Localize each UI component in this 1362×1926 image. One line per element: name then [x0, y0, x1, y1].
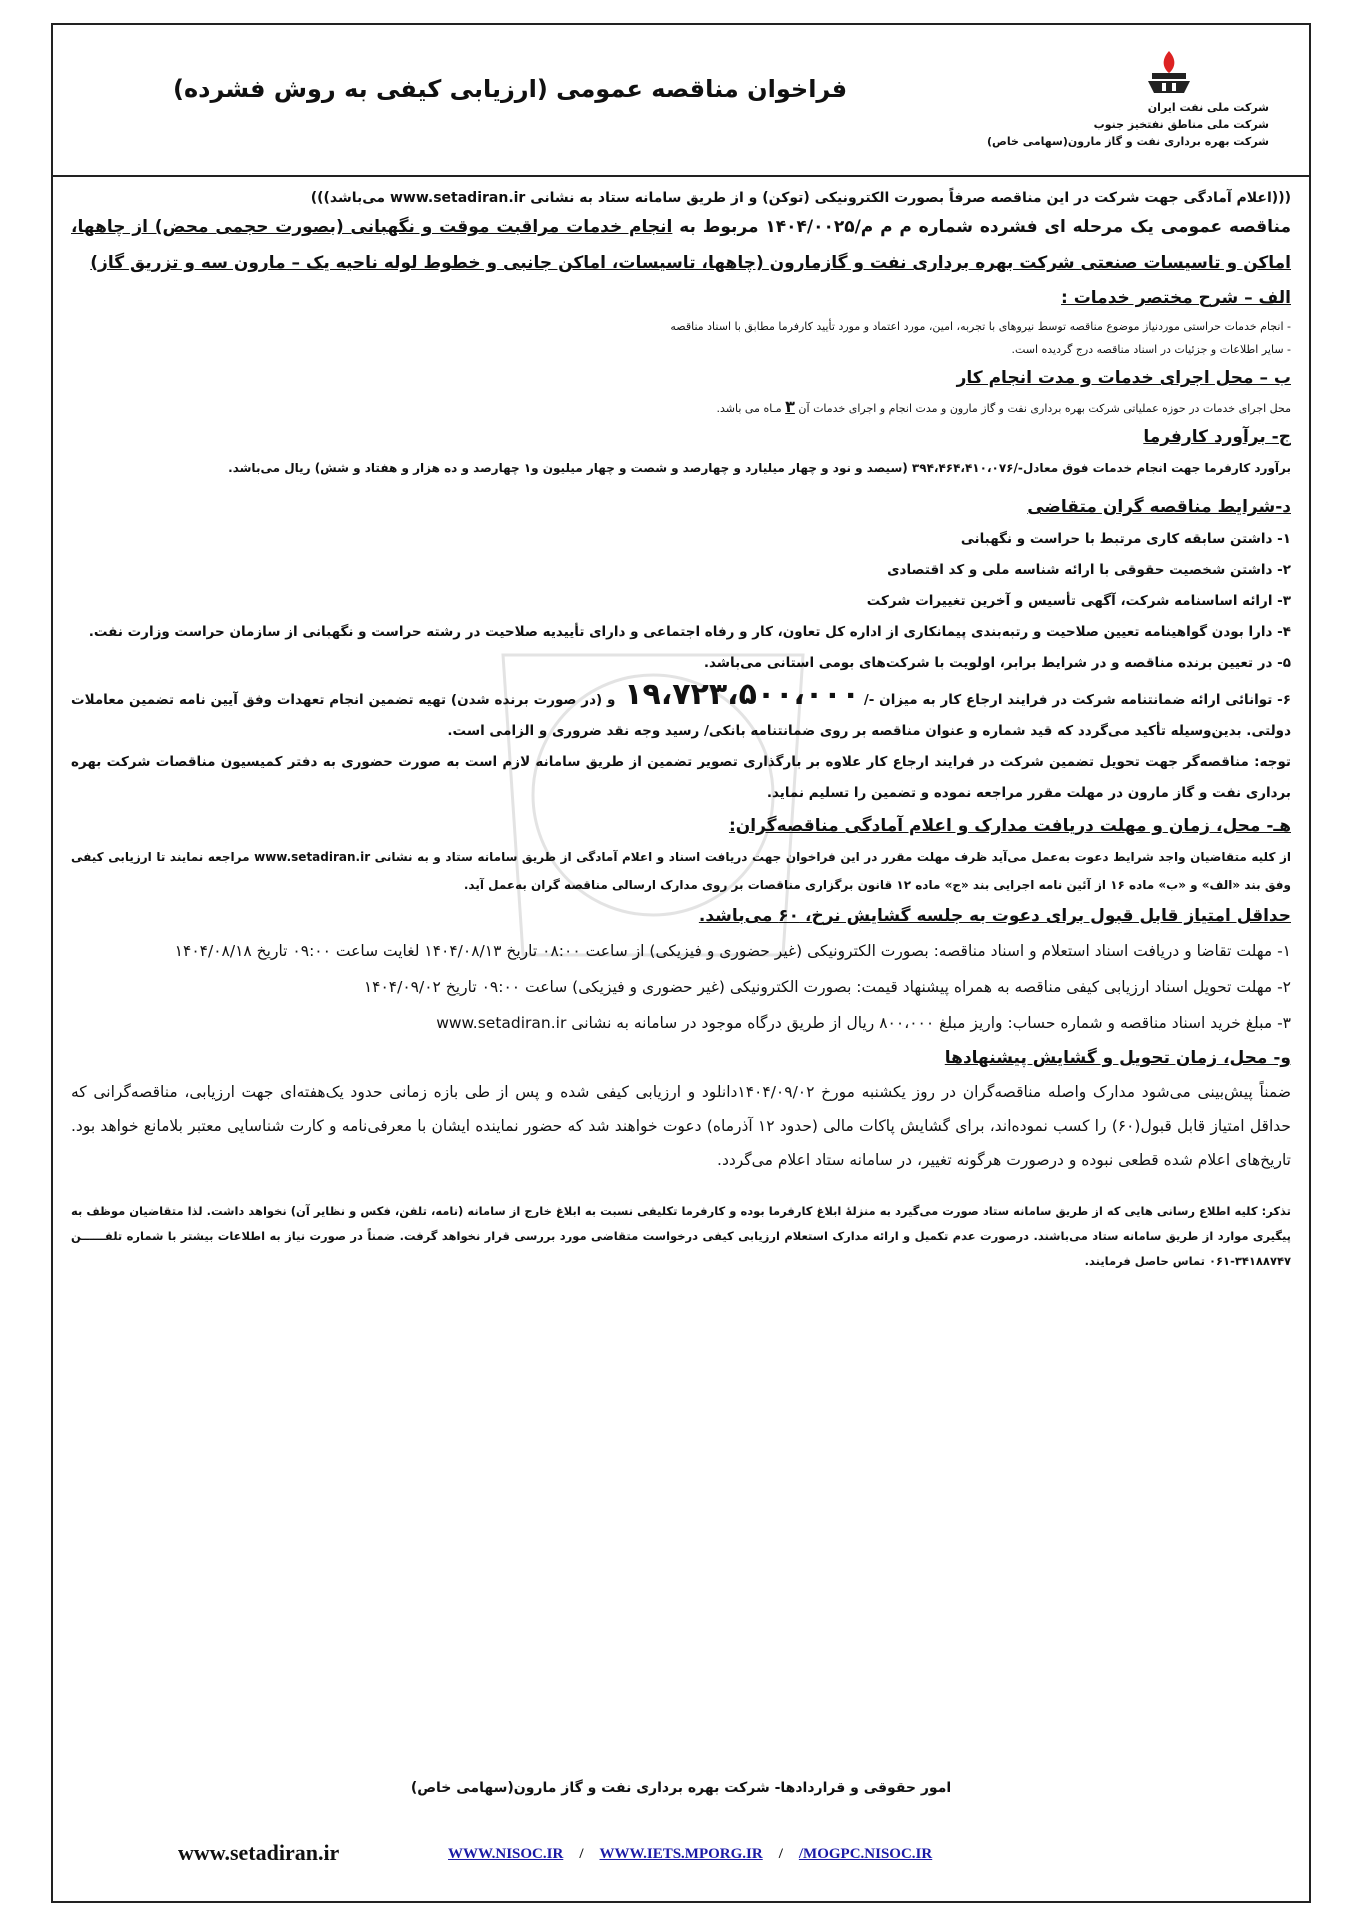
condition-2: ۲- داشتن شخصیت حقوقی با ارائه شناسه ملی و کد اقتصادی — [887, 562, 1291, 578]
tender-number-text: مناقصه عمومی یک مرحله ای فشرده شماره م م م/۱۴۰۴/۰۰۲۵ مربوط به — [672, 217, 1291, 237]
condition-4: ۴- دارا بودن گواهینامه تعیین صلاحیت و رتبه‌بندی پیمانکاری از اداره کل تعاون، کار و رفاه اجتماعی و دارای تأییدیه صلاحیت در رشته حراست و نگهبانی از سازمان حراست وزارت نفت. — [88, 624, 1291, 640]
section-a-line-2: - سایر اطلاعات و جزئیات در اسناد مناقصه درج گردیده است. — [1011, 343, 1291, 356]
footer-link-row — [448, 1846, 932, 1863]
section-b-text — [71, 395, 1291, 420]
notice-frame — [51, 23, 1311, 1903]
link-separator: / — [778, 1846, 783, 1862]
notice-body — [71, 187, 1291, 1274]
deadline-1: ۱- مهلت تقاضا و دریافت اسناد استعلام و اسناد مناقصه: بصورت الکترونیکی (غیر حضوری و فیزیکی) از ساعت ۰۸:۰۰ تاریخ ۱۴۰۴/۰۸/۱۳ لغایت ساعت ۰۹:۰۰ تاریخ ۱۴۰۴/۰۸/۱۸ — [174, 942, 1291, 960]
nisoc-link[interactable]: WWW.NISOC.IR — [448, 1846, 564, 1862]
condition-6 — [71, 679, 1291, 747]
mogpc-link[interactable]: /MOGPC.NISOC.IR — [798, 1846, 933, 1862]
company-logo — [987, 47, 1269, 150]
notice-title: فراخوان مناقصه عمومی (ارزیابی کیفی به روش فشرده) — [173, 75, 848, 103]
section-c-text: برآورد کارفرما جهت انجام خدمات فوق معادل-/۳۹۴،۴۶۴،۴۱۰،۰۷۶ (سیصد و نود و چهار میلیارد و چهارصد و شصت و چهار میلیون و۱ چهارصد و ده هزار و هفتاد و شش) ریال می‌باشد. — [228, 461, 1291, 475]
footer-links — [53, 1840, 1309, 1870]
reminder-note: تذکر: کلیه اطلاع رسانی هایی که از طریق سامانه ستاد صورت می‌گیرد به منزلهٔ ابلاغ کارفرما بوده و کارفرما تکلیفی نسبت به ابلاغ خارج از سامانه (نامه، تلفن، فکس و نظایر آن) نخواهد داشت. لذا متقاضیان موظف به پیگیری موارد از طریق سامانه ستاد می‌باشند. درصورت عدم تکمیل و ارائه مدارک استعلام ارزیابی کیفی درخواست متقاضی مورد بررسی قرار نخواهد گرفت. ضمناً در صورت نیاز به اطلاعات بیشتر با شماره تلفــــــن ۳۴۱۸۸۷۴۷-۰۶۱ تماس حاصل فرمایند. — [71, 1204, 1291, 1268]
notice-header — [53, 25, 1309, 177]
condition-6-after: و (در صورت برنده شدن) تهیه تضمین انجام تعهدات وفق آیین نامه تضمین معاملات دولتی. بدین‌وسیله تأکید می‌گردد که قید شماره و عنوان مناقصه بر روی ضمانتنامه بانکی/ رسید وجه نقد ضروری و الزامی است. — [71, 692, 1291, 739]
section-c-heading: ج- برآورد کارفرما — [1143, 427, 1291, 447]
logo-line-3: شرکت بهره برداری نفت و گاز مارون(سهامی خاص) — [987, 135, 1269, 148]
logo-line-1: شرکت ملی نفت ایران — [1147, 101, 1269, 114]
duration-months: ۳ — [785, 397, 795, 416]
section-a-line-1: - انجام خدمات حراستی موردنیاز موضوع مناقصه توسط نیروهای با تجربه، امین، مورد اعتماد و مورد تأیید کارفرما مطابق با اسناد مناقصه — [670, 320, 1291, 333]
section-b-before: محل اجرای خدمات در حوزه عملیاتی شرکت بهره برداری نفت و گاز مارون و مدت انجام و اجرای خدمات آن — [794, 402, 1291, 415]
guarantee-note: توجه: مناقصه‌گر جهت تحویل تضمین شرکت در فرایند ارجاع کار علاوه بر بارگذاری تصویر تضمین از طریق سامانه لازم است به صورت حضوری به دفتر کمیسیون مناقصات شرکت بهره برداری نفت و گاز مارون در مهلت مقرر مراجعه نموده و تضمین را تسلیم نماید. — [71, 754, 1291, 801]
announcement-line: (((اعلام آمادگی جهت شرکت در این مناقصه صرفاً بصورت الکترونیکی (توکن) و از طریق سامانه ستاد به نشانی www.setadiran.ir می‌باشد))) — [310, 190, 1291, 206]
section-b-after: مـاه می باشد. — [716, 402, 786, 415]
section-d-heading: د-شرایط مناقصه گران متقاضی — [1027, 497, 1291, 517]
condition-3: ۳- ارائه اساسنامه شرکت، آگهی تأسیس و آخرین تغییرات شرکت — [866, 593, 1291, 609]
guarantee-amount: ۱۹،۷۲۳،۵۰۰،۰۰۰ — [624, 677, 860, 712]
nioc-logo-icon — [1138, 47, 1200, 99]
tender-description — [71, 209, 1291, 281]
footer-department: امور حقوقی و قراردادها- شرکت بهره برداری نفت و گاز مارون(سهامی خاص) — [410, 1780, 952, 1796]
setadiran-link[interactable]: www.setadiran.ir — [178, 1840, 340, 1865]
deadline-3: ۳- مبلغ خرید اسناد مناقصه و شماره حساب: واریز مبلغ ۸۰۰،۰۰۰ ریال از طریق درگاه موجود در سامانه به نشانی www.setadiran.ir — [436, 1014, 1291, 1032]
section-f-text: ضمناً پیش‌بینی می‌شود مدارک واصله مناقصه‌گران در روز یکشنبه مورخ ۱۴۰۴/۰۹/۰۲دانلود و ارزیابی کیفی شده و پس از طی بازه زمانی حدود یک‌هفته‌ای جهت ارزیابی، مناقصه‌گرانی که حداقل امتیاز قابل قبول(۶۰) را کسب نموده‌اند، برای گشایش پاکات مالی (حدود ۱۲ آذرماه) دعوت خواهند شد که حضور نماینده ایشان با معرفی‌نامه و کارت شناسایی معتبر بلامانع خواهد بود. تاریخ‌های اعلام شده قطعی نبوده و درصورت هرگونه تغییر، در سامانه ستاد اعلام می‌گردد. — [71, 1083, 1291, 1169]
section-e-heading: هـ- محل، زمان و مهلت دریافت مدارک و اعلام آمادگی مناقصه‌گران: — [728, 816, 1291, 836]
section-a-heading: الف – شرح مختصر خدمات : — [1061, 288, 1291, 308]
condition-1: ۱- داشتن سابقه کاری مرتبط با حراست و نگهبانی — [960, 531, 1291, 547]
tender-subject: انجام خدمات مراقبت موقت و نگهبانی (بصورت حجمی محض) از چاهها، اماکن و تاسیسات صنعتی شرکت بهره برداری نفت و گازمارون (چاهها، تاسیسات، اماکن جانبی و خطوط لوله ناحیه یک – مارون سه و تزریق گاز) — [71, 217, 1291, 273]
section-f-heading: و- محل، زمان تحویل و گشایش پیشنهادها — [944, 1048, 1291, 1068]
condition-6-before: ۶- توانائی ارائه ضمانتنامه شرکت در فرایند ارجاع کار به میزان -/ — [863, 692, 1292, 708]
iets-link[interactable]: WWW.IETS.MPORG.IR — [599, 1846, 763, 1862]
section-b-heading: ب – محل اجرای خدمات و مدت انجام کار — [956, 368, 1291, 388]
condition-5: ۵- در تعیین برنده مناقصه و در شرایط برابر، اولویت با شرکت‌های بومی استانی می‌باشد. — [703, 655, 1291, 671]
logo-line-2: شرکت ملی مناطق نفتخیز جنوب — [1093, 118, 1269, 131]
deadline-2: ۲- مهلت تحویل اسناد ارزیابی کیفی مناقصه به همراه پیشنهاد قیمت: بصورت الکترونیکی (غیر حضوری و فیزیکی) ساعت ۰۹:۰۰ تاریخ ۱۴۰۴/۰۹/۰۲ — [363, 978, 1291, 996]
link-separator: / — [579, 1846, 584, 1862]
section-e-text: از کلیه متقاضیان واجد شرایط دعوت به‌عمل می‌آید ظرف مهلت مقرر در این فراخوان جهت دریافت اسناد و اعلام آمادگی از طریق سامانه ستاد و به نشانی www.setadiran.ir مراجعه نمایند تا ارزیابی کیفی وفق بند «الف» و «ب» ماده ۱۶ از آئین نامه اجرایی بند «ج» ماده ۱۲ قانون برگزاری مناقصات بر روی مدارک ارسالی مناقصه گران به‌عمل آید. — [71, 850, 1291, 892]
min-score-line: حداقل امتیاز قابل قبول برای دعوت به جلسه گشایش نرخ، ۶۰ می‌باشد. — [698, 906, 1291, 926]
